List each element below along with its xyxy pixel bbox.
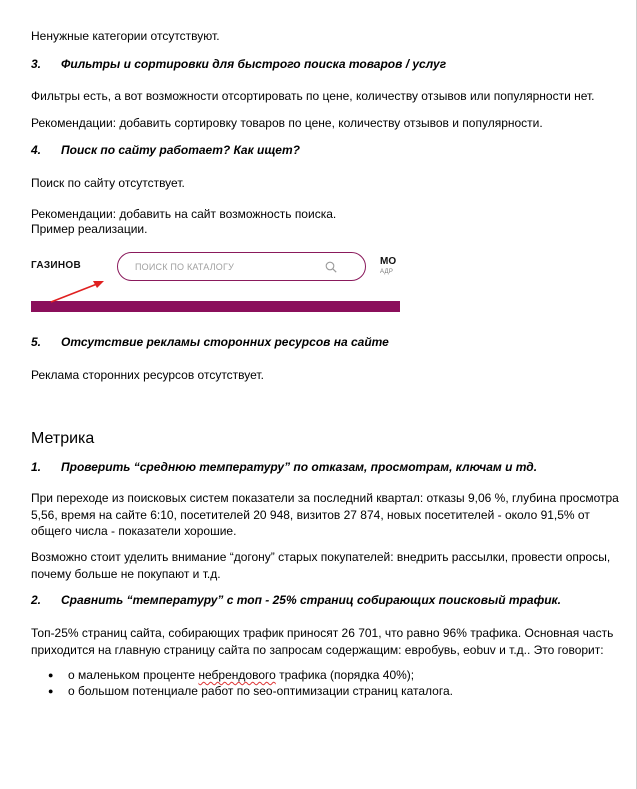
text-line: Ненужные категории отсутствуют. xyxy=(31,29,220,43)
text-line: Реклама сторонних ресурсов отсутствует. xyxy=(31,368,264,382)
example-right-text: МО xyxy=(380,256,397,267)
heading-number: 4. xyxy=(31,143,42,157)
paragraph-line: приходится на главную страницу сайта по запросам содержащим: евробувь, eobuv и т.д.. Это говорит: xyxy=(31,643,604,657)
section-heading-5 xyxy=(31,335,389,349)
text-line: Фильтры есть, а вот возможности отсортировать по цене, количеству отзывов или популярности нет. xyxy=(31,89,595,103)
section-title-metrika: Метрика xyxy=(31,430,95,447)
heading-title: Сравнить “температуру” с топ - 25% страниц собирающих поисковый трафик. xyxy=(61,593,561,607)
heading-number: 2. xyxy=(31,593,42,607)
bullet-text: о большом потенциале работ по seo-оптимизации страниц каталога. xyxy=(68,684,453,698)
heading-number: 5. xyxy=(31,335,42,349)
spellcheck-word: небрендового xyxy=(198,668,276,682)
paragraph-line: Топ-25% страниц сайта, собирающих трафик приносят 26 701, что равно 96% трафика. Основная часть xyxy=(31,626,614,640)
heading-title: Отсутствие рекламы сторонних ресурсов на сайте xyxy=(61,335,389,349)
metrika-heading-2 xyxy=(31,593,561,607)
bullet-text: о маленьком проценте xyxy=(68,668,199,682)
bullet-text: трафика (порядка 40%); xyxy=(275,668,415,682)
example-left-text: ГАЗИНОВ xyxy=(31,260,82,271)
bullet-item xyxy=(48,684,453,698)
heading-title: Фильтры и сортировки для быстрого поиска товаров / услуг xyxy=(61,57,447,71)
heading-title: Проверить “среднюю температуру” по отказам, просмотрам, ключам и тд. xyxy=(61,460,538,474)
text-line: Рекомендации: добавить на сайт возможность поиска. xyxy=(31,207,337,221)
bullet-dot-icon: ● xyxy=(48,670,54,680)
bullet-dot-icon: ● xyxy=(48,686,54,696)
example-search-placeholder: ПОИСК ПО КАТАЛОГУ xyxy=(135,262,234,272)
section-heading-3 xyxy=(31,57,446,71)
metrika-heading-1 xyxy=(31,460,537,474)
red-arrow-icon xyxy=(31,248,400,314)
text-line: Рекомендации: добавить сортировку товаров по цене, количеству отзывов и популярности. xyxy=(31,116,543,130)
paragraph-line: почему больше не покупают и т.д. xyxy=(31,567,221,581)
paragraph-line: Возможно стоит уделить внимание “догону” старых покупателей: внедрить рассылки, провести опросы, xyxy=(31,550,611,564)
heading-title: Поиск по сайту работает? Как ищет? xyxy=(61,143,300,157)
heading-number: 3. xyxy=(31,57,42,71)
example-right-subtext: АДР xyxy=(380,269,394,275)
paragraph-line: При переходе из поисковых систем показатели за последний квартал: отказы 9,06 %, глубина просмотра xyxy=(31,491,619,505)
example-search-screenshot xyxy=(31,248,400,314)
text-line: Поиск по сайту отсутствует. xyxy=(31,176,185,190)
section-heading-4 xyxy=(31,143,300,157)
heading-number: 1. xyxy=(31,460,42,474)
paragraph-line: 5,56, время на сайте 6:10, посетителей 20 948, визитов 27 874, новых посетителей - около 91,5% от xyxy=(31,508,590,522)
paragraph-line: общего числа - показатели хорошие. xyxy=(31,524,237,538)
text-line: Пример реализации. xyxy=(31,222,148,236)
bullet-item xyxy=(48,668,414,682)
